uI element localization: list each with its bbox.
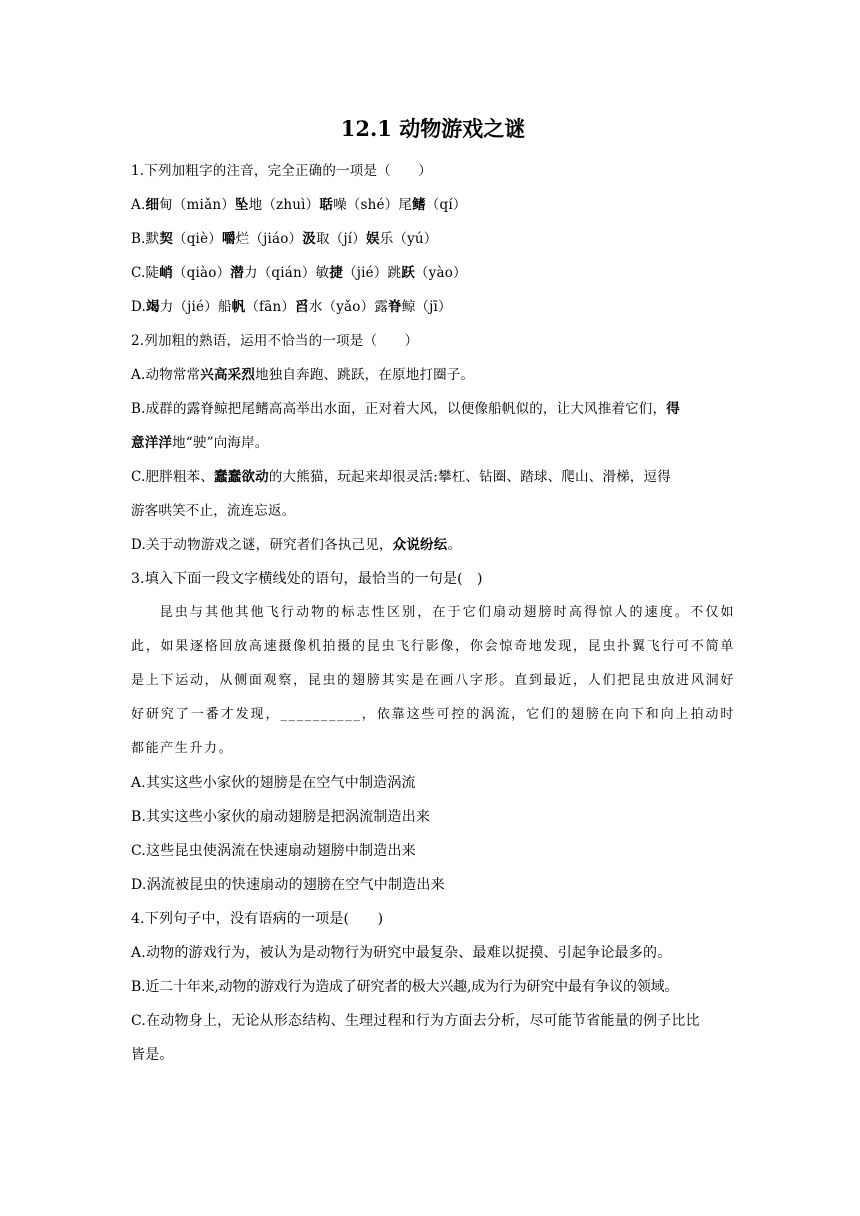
question-4-option-a: A.动物的游戏行为，被认为是动物行为研究中最复杂、最难以捉摸、引起争论最多的。 — [131, 945, 672, 961]
question-3-stem: 3.填入下面一段文字横线处的语句，最恰当的一句是( ) — [131, 571, 483, 587]
question-2-option-b-continued: 意洋洋地“驶”向海岸。 — [131, 435, 269, 451]
question-4 — [131, 902, 735, 1072]
question-4-option-c: C.在动物身上，无论从形态结构、生理过程和行为方面去分析，尽可能节省能量的例子比比 — [131, 1013, 700, 1029]
question-1-option-a: A.细甸（miǎn）坠地（zhuì）聒噪（shé）尾鳍（qí） — [131, 197, 467, 213]
question-3-option-d: D.涡流被昆虫的快速扇动的翅膀在空气中制造出来 — [131, 877, 445, 893]
question-1 — [131, 154, 735, 324]
question-2-stem: 2.列加粗的熟语，运用不恰当的一项是（ ） — [131, 333, 419, 349]
question-2 — [131, 324, 735, 562]
question-1-option-d: D.竭力（jié）船帆（fān）舀水（yǎo）露脊鲸（jī） — [131, 299, 452, 315]
question-2-option-a: A.动物常常兴高采烈地独自奔跑、跳跃，在原地打圈子。 — [131, 367, 475, 383]
question-2-option-b: B.成群的露脊鲸把尾鳍高高举出水面，正对着大风，以便像船帆似的，让大风推着它们，得 — [131, 401, 680, 417]
page-title: 12.1 动物游戏之谜 — [340, 116, 526, 141]
question-1-stem: 1.下列加粗字的注音，完全正确的一项是（ ） — [131, 163, 432, 179]
question-3-passage: 昆虫与其他其他飞行动物的标志性区别，在于它们扇动翅膀时高得惊人的速度。不仅如此，如果逐格回放高速摄像机拍摄的昆虫飞行影像，你会惊奇地发现，昆虫扑翼飞行可不简单是上下运动，从侧面观察，昆虫的翅膀其实是在画八字形。直到最近，人们把昆虫放进风洞好好研究了一番才发现，__________，依靠这些可控的涡流，它们的翅膀在向下和向上拍动时都能产生升力。 — [131, 605, 735, 756]
question-2-option-c: C.肥胖粗苯、蠢蠢欲动的大熊猫，玩起来却很灵活:攀杠、钻圈、踏球、爬山、滑梯，逗得 — [131, 469, 671, 485]
question-1-option-c: C.陡峭（qiào）潜力（qián）敏捷（jié）跳跃（yào） — [131, 265, 467, 281]
question-4-option-b: B.近二十年来,动物的游戏行为造成了研究者的极大兴趣,成为行为研究中最有争议的领域。 — [131, 979, 679, 995]
question-1-option-b: B.默契（qiè）嚼烂（jiáo）汲取（jí）娱乐（yú） — [131, 231, 438, 247]
question-3 — [131, 562, 735, 902]
question-4-option-c-continued: 皆是。 — [131, 1047, 174, 1063]
question-4-stem: 4.下列句子中，没有语病的一项是( ) — [131, 911, 384, 927]
question-2-option-c-continued: 游客哄笑不止，流连忘返。 — [131, 503, 296, 519]
fill-in-blank: __________ — [280, 707, 362, 722]
document-body — [131, 154, 735, 1072]
question-2-option-d: D.关于动物游戏之谜，研究者们各执己见，众说纷纭。 — [131, 537, 462, 553]
question-3-option-c: C.这些昆虫使涡流在快速扇动翅膀中制造出来 — [131, 843, 416, 859]
question-3-option-b: B.其实这些小家伙的扇动翅膀是把涡流制造出来 — [131, 809, 431, 825]
question-3-option-a: A.其实这些小家伙的翅膀是在空气中制造涡流 — [131, 775, 416, 791]
